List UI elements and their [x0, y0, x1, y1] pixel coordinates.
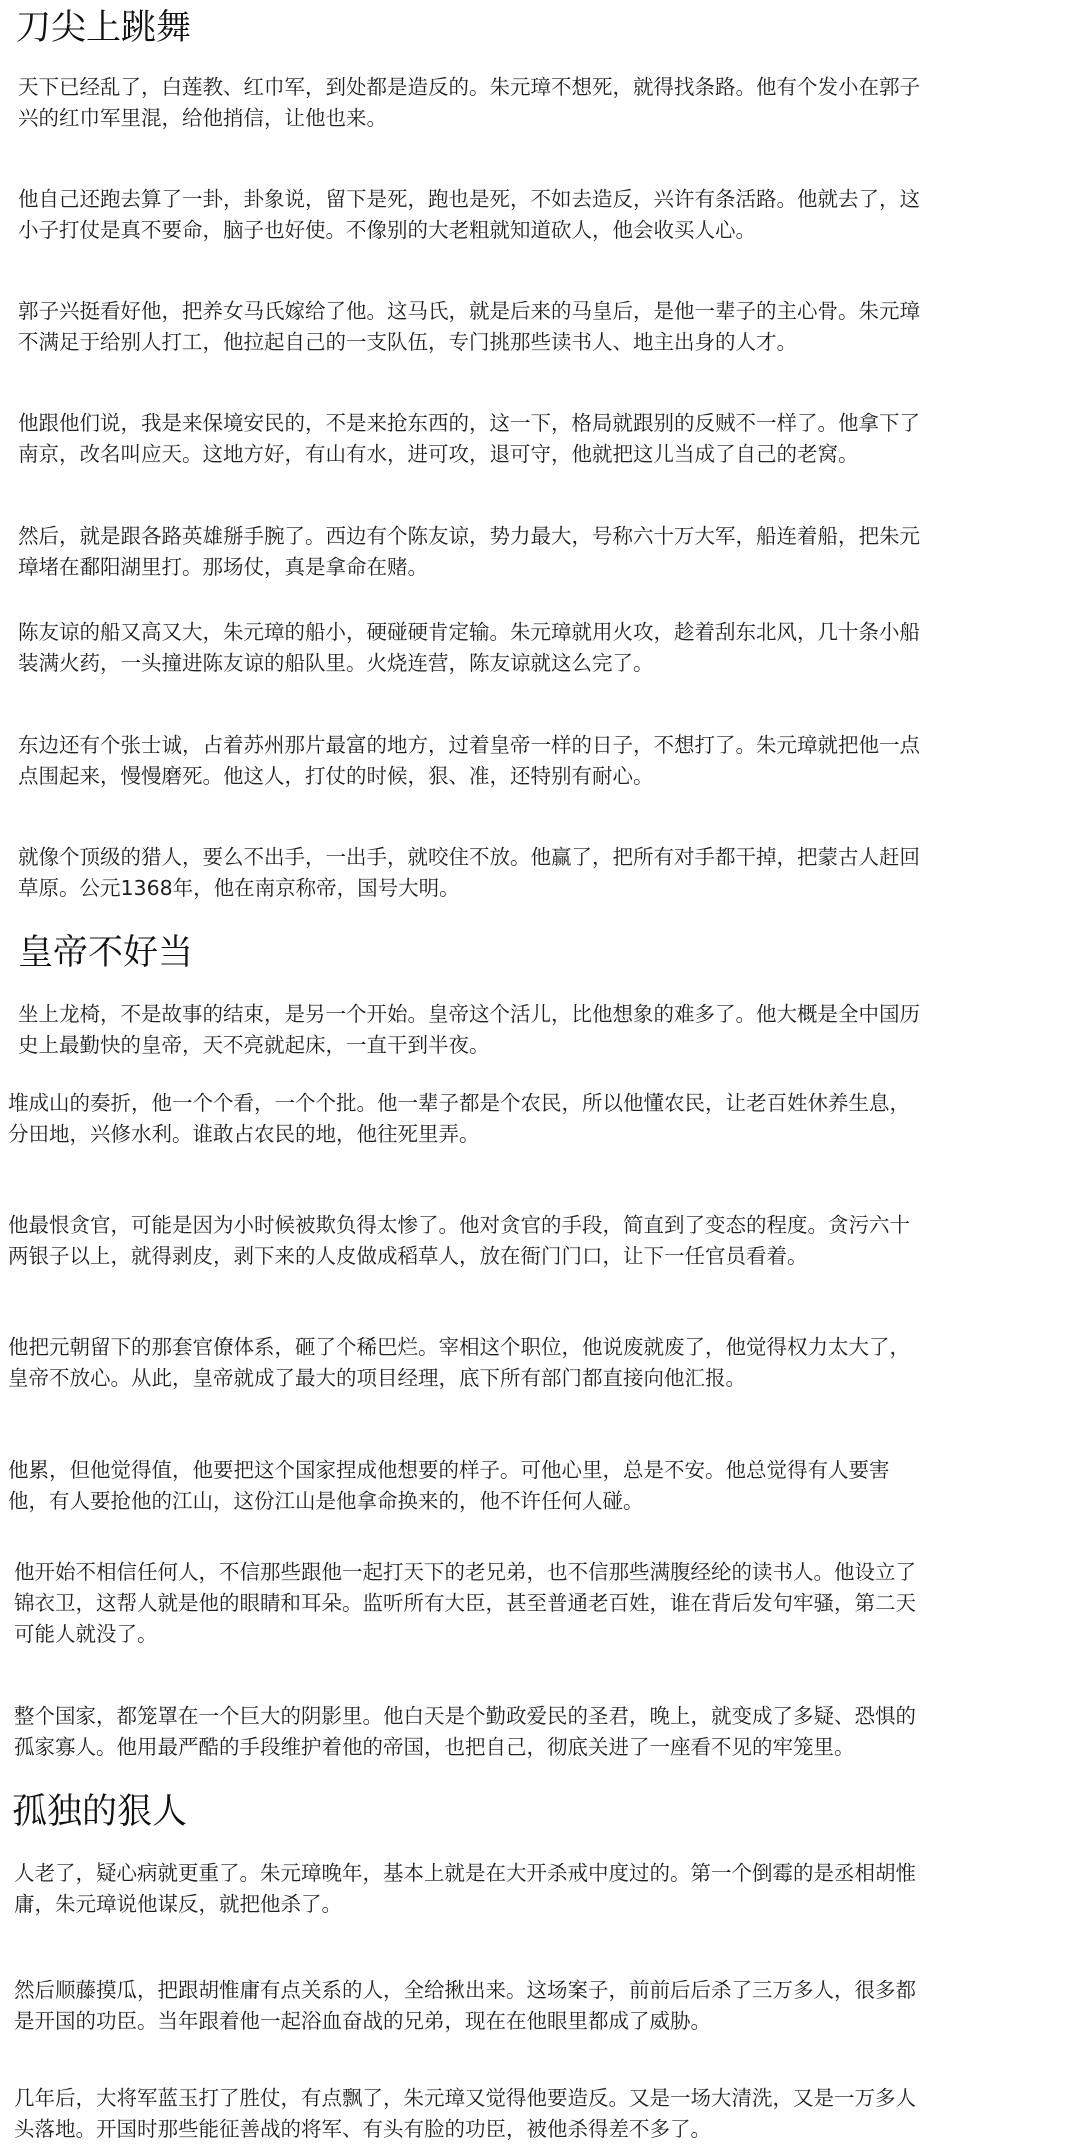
paragraph-line: 不满足于给别人打工，他拉起自己的一支队伍，专门挑那些读书人、地主出身的人才。: [18, 330, 797, 354]
paragraph: [18, 296, 1018, 358]
paragraph-line: 是开国的功臣。当年跟着他一起浴血奋战的兄弟，现在在他眼里都成了威胁。: [14, 2009, 711, 2033]
paragraph: [8, 1332, 1068, 1394]
paragraph-line: 南京，改名叫应天。这地方好，有山有水，进可攻，退可守，他就把这儿当成了自己的老窝。: [18, 442, 859, 466]
paragraph-line: 草原。公元1368年，他在南京称帝，国号大明。: [18, 876, 460, 900]
paragraph-line: 头落地。开国时那些能征善战的将军、有头有脸的功臣，被他杀得差不多了。: [14, 2117, 711, 2141]
paragraph-line: 他最恨贪官，可能是因为小时候被欺负得太惨了。他对贪官的手段，简直到了变态的程度。贪污六十: [8, 1213, 910, 1237]
paragraph-line: 小子打仗是真不要命，脑子也好使。不像别的大老粗就知道砍人，他会收买人心。: [18, 218, 756, 242]
paragraph-line: 然后，就是跟各路英雄掰手腕了。西边有个陈友谅，势力最大，号称六十万大军，船连着船，把朱元: [18, 524, 920, 548]
paragraph-line: 然后顺藤摸瓜，把跟胡惟庸有点关系的人，全给揪出来。这场案子，前前后后杀了三万多人，很多都: [14, 1978, 916, 2002]
paragraph: [14, 2083, 1014, 2145]
paragraph-line: 点围起来，慢慢磨死。他这人，打仗的时候，狠、准，还特别有耐心。: [18, 764, 654, 788]
paragraph-line: 两银子以上，就得剥皮，剥下来的人皮做成稻草人，放在衙门门口，让下一任官员看着。: [8, 1244, 808, 1268]
paragraph: [18, 521, 1018, 583]
paragraph-line: 天下已经乱了，白莲教、红巾军，到处都是造反的。朱元璋不想死，就得找条路。他有个发小在郭子: [18, 75, 920, 99]
paragraph-line: 他自己还跑去算了一卦，卦象说，留下是死，跑也是死，不如去造反，兴许有条活路。他就去了，这: [18, 187, 920, 211]
paragraph-line: 璋堵在鄱阳湖里打。那场仗，真是拿命在赌。: [18, 555, 428, 579]
paragraph: [14, 1701, 1014, 1763]
paragraph-line: 他，有人要抢他的江山，这份江山是他拿命换来的，他不许任何人碰。: [8, 1489, 644, 1513]
paragraph: [14, 1557, 1014, 1650]
paragraph-line: 陈友谅的船又高又大，朱元璋的船小，硬碰硬肯定输。朱元璋就用火攻，趁着刮东北风，几十条小船: [18, 620, 920, 644]
paragraph: [8, 1210, 1068, 1272]
section-heading: 刀尖上跳舞: [16, 8, 192, 48]
paragraph: [14, 1975, 1014, 2037]
paragraph-line: 东边还有个张士诚，占着苏州那片最富的地方，过着皇帝一样的日子，不想打了。朱元璋就把他一点: [18, 733, 920, 757]
paragraph-line: 装满火药，一头撞进陈友谅的船队里。火烧连营，陈友谅就这么完了。: [18, 651, 654, 675]
paragraph: [18, 617, 1018, 679]
paragraph-line: 人老了，疑心病就更重了。朱元璋晚年，基本上就是在大开杀戒中度过的。第一个倒霉的是丞相胡惟: [14, 1861, 916, 1885]
paragraph: [18, 730, 1018, 792]
paragraph-line: 就像个顶级的猎人，要么不出手，一出手，就咬住不放。他赢了，把所有对手都干掉，把蒙古人赶回: [18, 845, 920, 869]
section-heading: 孤独的狠人: [12, 1792, 188, 1832]
paragraph-line: 他累，但他觉得值，他要把这个国家捏成他想要的样子。可他心里，总是不安。他总觉得有人要害: [8, 1458, 890, 1482]
paragraph-line: 史上最勤快的皇帝，天不亮就起床，一直干到半夜。: [18, 1033, 490, 1057]
paragraph-line: 堆成山的奏折，他一个个看，一个个批。他一辈子都是个农民，所以他懂农民，让老百姓休养生息，: [8, 1091, 910, 1115]
paragraph: [8, 1088, 1068, 1150]
paragraph-line: 郭子兴挺看好他，把养女马氏嫁给了他。这马氏，就是后来的马皇后，是他一辈子的主心骨。朱元璋: [18, 299, 920, 323]
paragraph: [18, 184, 1018, 246]
paragraph-line: 他跟他们说，我是来保境安民的，不是来抢东西的，这一下，格局就跟别的反贼不一样了。他拿下了: [18, 411, 920, 435]
paragraph-line: 坐上龙椅，不是故事的结束，是另一个开始。皇帝这个活儿，比他想象的难多了。他大概是全中国历: [18, 1002, 920, 1026]
paragraph-line: 他开始不相信任何人，不信那些跟他一起打天下的老兄弟，也不信那些满腹经纶的读书人。他设立了: [14, 1560, 916, 1584]
paragraph-line: 庸，朱元璋说他谋反，就把他杀了。: [14, 1892, 342, 1916]
paragraph: [18, 72, 1018, 134]
paragraph-line: 几年后，大将军蓝玉打了胜仗，有点飘了，朱元璋又觉得他要造反。又是一场大清洗，又是一万多人: [14, 2086, 916, 2110]
paragraph-line: 兴的红巾军里混，给他捎信，让他也来。: [18, 106, 387, 130]
paragraph-line: 可能人就没了。: [14, 1622, 158, 1646]
paragraph: [18, 842, 1018, 904]
section-heading: 皇帝不好当: [18, 933, 194, 973]
paragraph-line: 皇帝不放心。从此，皇帝就成了最大的项目经理，底下所有部门都直接向他汇报。: [8, 1366, 746, 1390]
paragraph-line: 整个国家，都笼罩在一个巨大的阴影里。他白天是个勤政爱民的圣君，晚上，就变成了多疑、恐惧的: [14, 1704, 916, 1728]
paragraph: [8, 1455, 1068, 1517]
paragraph: [18, 999, 1018, 1061]
paragraph: [18, 408, 1018, 470]
paragraph-line: 锦衣卫，这帮人就是他的眼睛和耳朵。监听所有大臣，甚至普通老百姓，谁在背后发句牢骚，第二天: [14, 1591, 916, 1615]
paragraph-line: 他把元朝留下的那套官僚体系，砸了个稀巴烂。宰相这个职位，他说废就废了，他觉得权力太大了，: [8, 1335, 910, 1359]
paragraph: [14, 1858, 1014, 1920]
paragraph-line: 孤家寡人。他用最严酷的手段维护着他的帝国，也把自己，彻底关进了一座看不见的牢笼里。: [14, 1735, 855, 1759]
paragraph-line: 分田地，兴修水利。谁敢占农民的地，他往死里弄。: [8, 1122, 480, 1146]
